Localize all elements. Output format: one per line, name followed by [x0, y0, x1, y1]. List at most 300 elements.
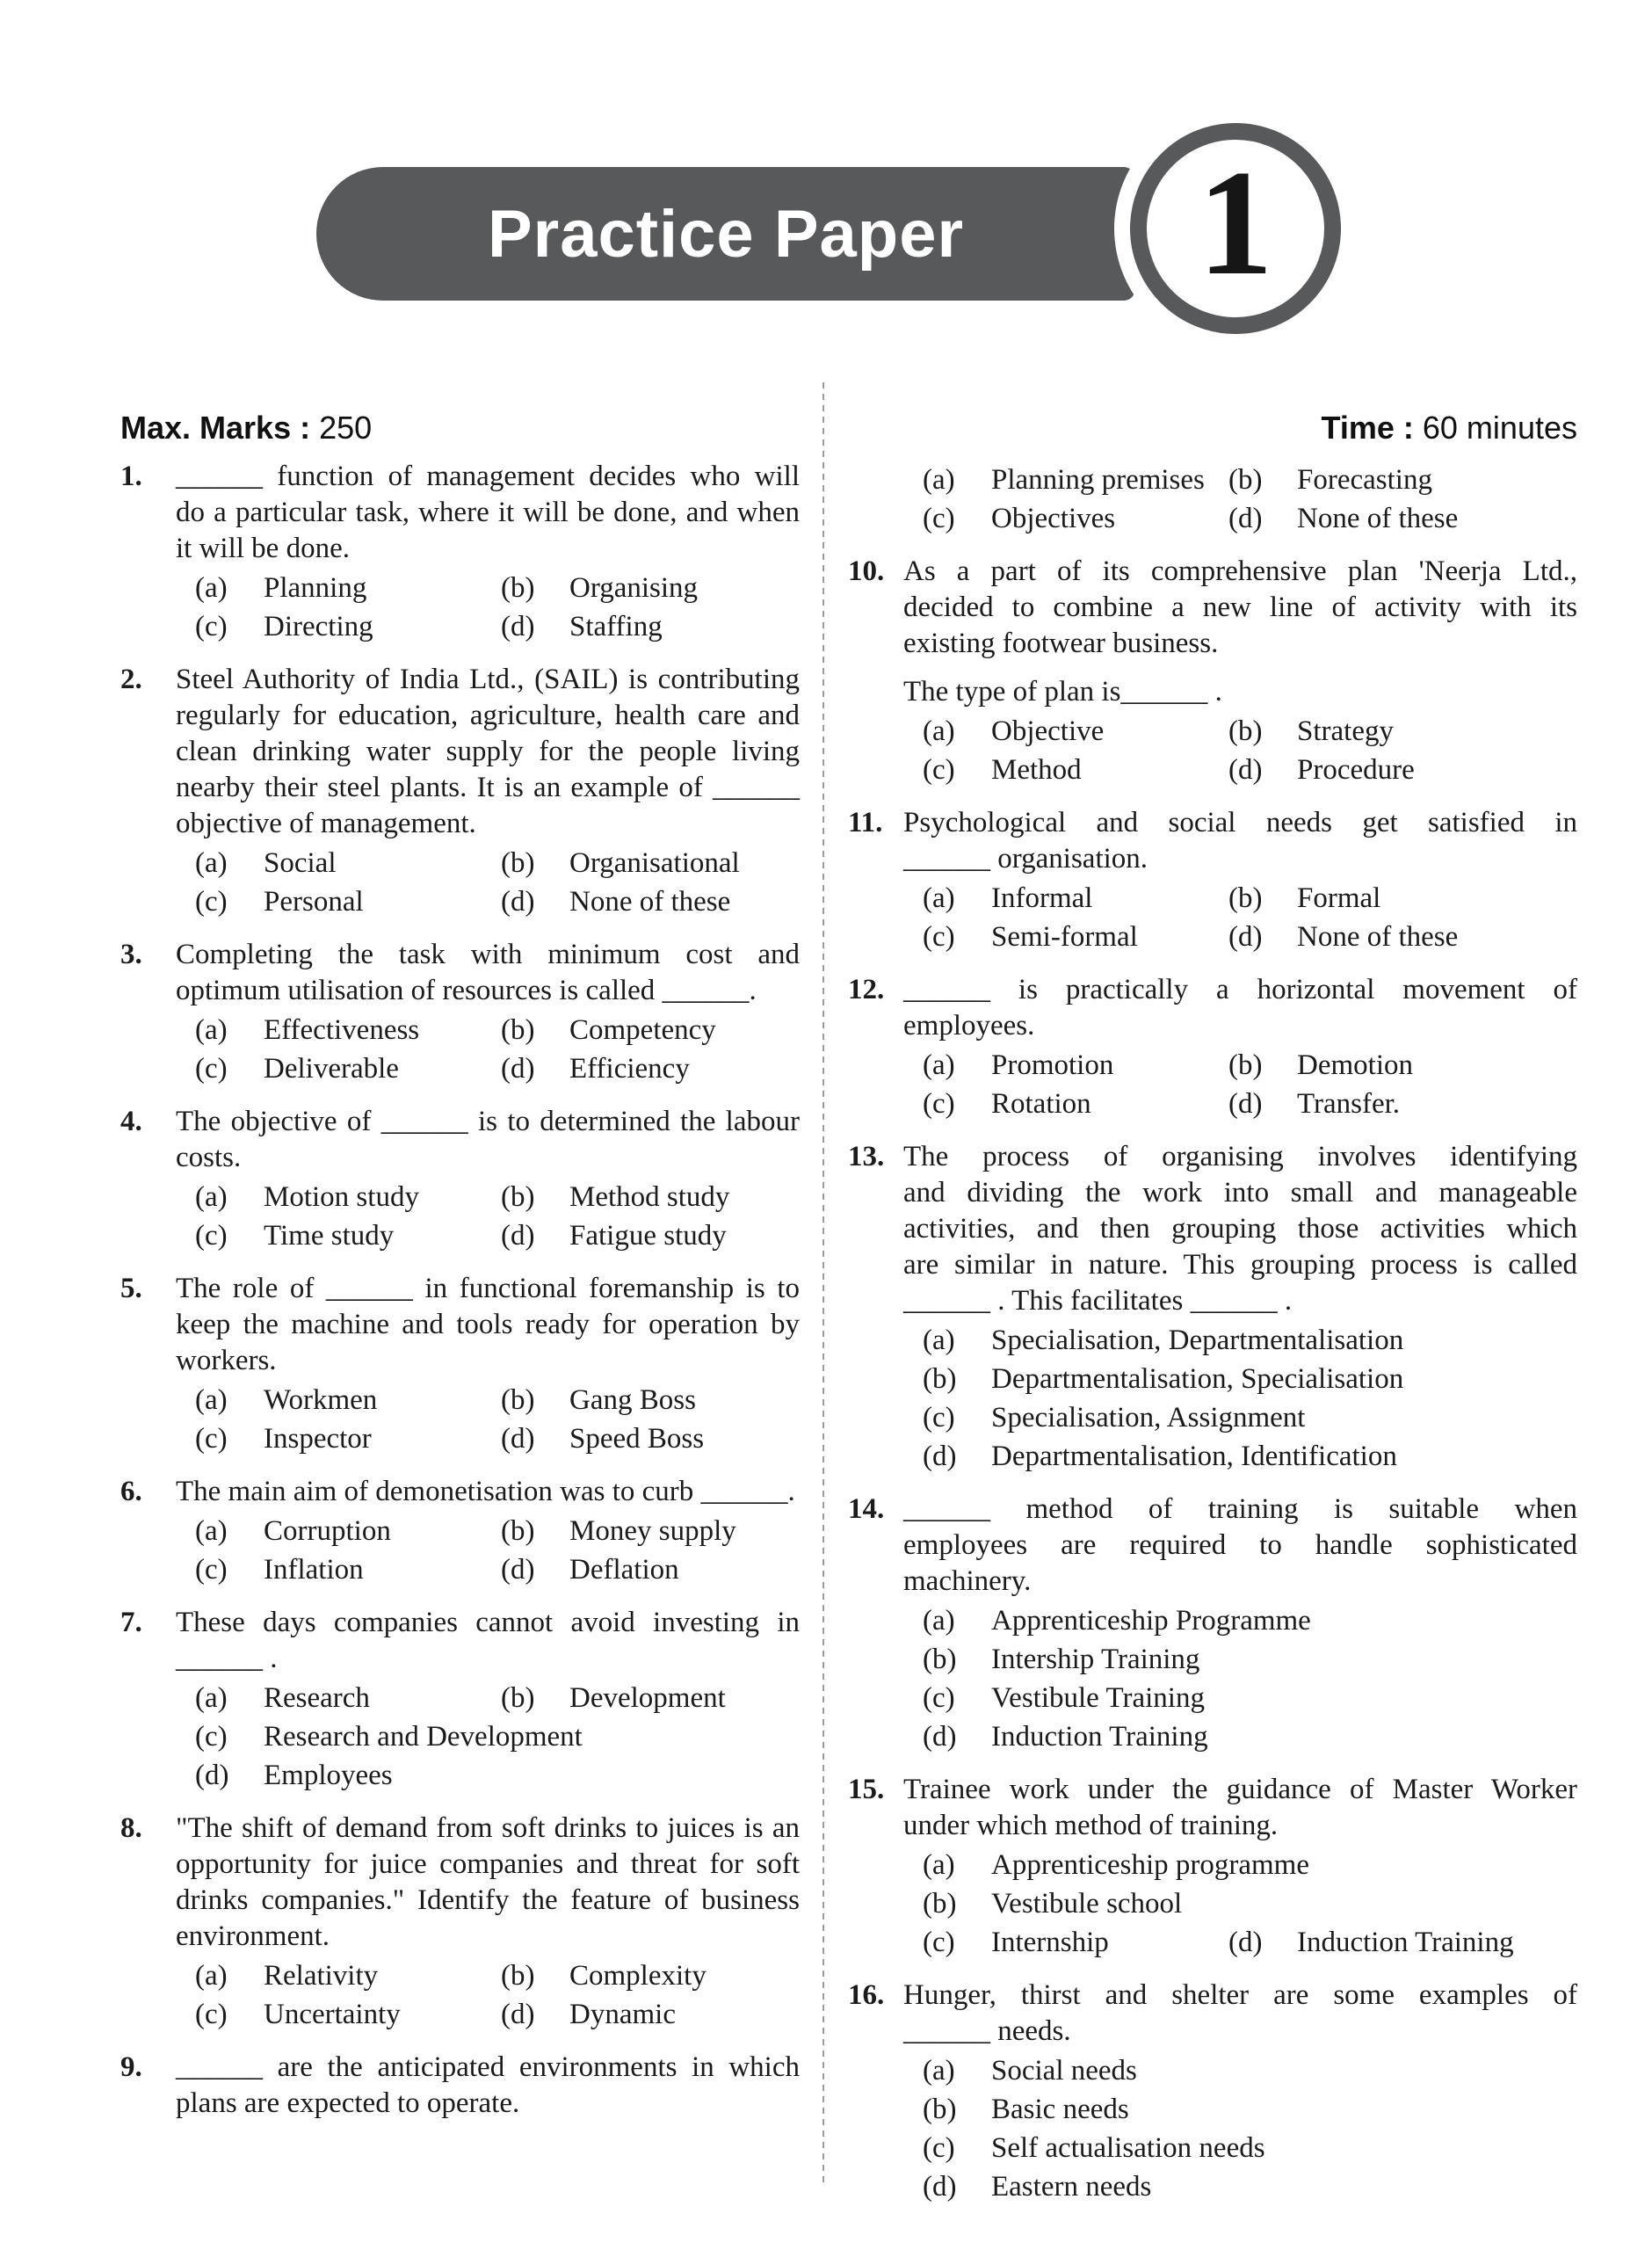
paper-number-badge: [1130, 123, 1341, 334]
question-stem-line: it will be done.: [176, 533, 350, 564]
option-label: (a): [195, 572, 228, 604]
option-label: (d): [501, 1554, 535, 1586]
max-marks-label: Max. Marks :: [120, 410, 311, 446]
question-block: [848, 1978, 1577, 2208]
question-body: [903, 1139, 1577, 1477]
option-text: Deliverable: [264, 1053, 399, 1085]
question-number: 5.: [120, 1273, 142, 1304]
option: [923, 881, 1228, 917]
option-text: Induction Training: [1297, 1927, 1514, 1958]
option-label: (b): [923, 1888, 957, 1920]
question-block: [120, 1271, 800, 1460]
option-row: [923, 501, 1577, 537]
option-row: [195, 1051, 800, 1087]
option: [501, 884, 800, 920]
option: [1228, 919, 1577, 955]
options-list: [903, 881, 1577, 955]
option-text: Uncertainty: [264, 1999, 401, 2030]
option-label: (b): [1228, 464, 1263, 496]
question-number: 8.: [120, 1812, 142, 1844]
option-row: [195, 1552, 800, 1588]
option-label: (c): [195, 1053, 228, 1085]
option-text: Apprenticeship Programme: [991, 1605, 1311, 1637]
option-row: [923, 1642, 1577, 1678]
option: [195, 1758, 800, 1794]
question-stem-line: and dividing the work into small and manageable: [903, 1177, 1577, 1208]
option-label: (b): [501, 1384, 535, 1416]
option-text: Method: [991, 754, 1082, 786]
question-block: [120, 1474, 800, 1591]
question-block: [120, 2050, 800, 2122]
options-list: [176, 1958, 800, 2033]
question-body: [176, 1605, 800, 1796]
option-label: (a): [923, 464, 955, 496]
option: [923, 1439, 1577, 1475]
question-body: [903, 972, 1577, 1125]
option-label: (b): [501, 1960, 535, 1992]
question-stem-line: The main aim of demonetisation was to curb ______.: [176, 1476, 795, 1507]
option-label: (c): [195, 1721, 228, 1753]
question-body: [176, 1474, 800, 1591]
question-stem-line: ______ method of training is suitable when: [903, 1493, 1577, 1525]
question-stem-line: existing footwear business.: [903, 628, 1219, 659]
option: [1228, 1925, 1577, 1961]
option-text: Eastern needs: [991, 2171, 1152, 2203]
option-text: Strategy: [1297, 715, 1394, 747]
option-text: Self actualisation needs: [991, 2132, 1265, 2164]
option-label: (a): [923, 715, 955, 747]
option-text: Specialisation, Departmentalisation: [991, 1325, 1404, 1356]
option: [195, 1012, 501, 1049]
option-label: (c): [195, 611, 228, 642]
question-body: [176, 937, 800, 1090]
option-label: (d): [501, 611, 535, 642]
option-text: Dynamic: [569, 1999, 676, 2030]
option-row: [923, 881, 1577, 917]
option-row: [923, 1361, 1577, 1397]
option: [501, 1513, 800, 1550]
question-stem-line: costs.: [176, 1142, 242, 1173]
option-label: (b): [1228, 882, 1263, 914]
option-row: [923, 2130, 1577, 2167]
option-text: Employees: [264, 1760, 393, 1791]
question-block: [120, 662, 800, 923]
option-label: (d): [1228, 921, 1263, 953]
question-number: 3.: [120, 939, 142, 970]
option: [501, 846, 800, 882]
question-stem-line: Hunger, thirst and shelter are some examples of: [903, 1979, 1577, 2011]
option-label: (b): [501, 1181, 535, 1213]
option: [923, 2053, 1577, 2089]
option-row: [195, 846, 800, 882]
option-label: (a): [195, 1682, 228, 1714]
option-label: (c): [195, 886, 228, 918]
option-label: (a): [195, 1960, 228, 1992]
max-marks: [120, 410, 372, 446]
question-block: [848, 554, 1577, 791]
question-stem-line: decided to combine a new line of activity with its: [903, 592, 1577, 623]
option-label: (d): [1228, 754, 1263, 786]
question-number: [848, 459, 903, 540]
option-row: [195, 1383, 800, 1419]
option-label: (b): [501, 1515, 535, 1547]
option-label: (c): [195, 1554, 228, 1586]
option-row: [195, 1179, 800, 1216]
option: [195, 1179, 501, 1216]
option-text: Informal: [991, 882, 1093, 914]
options-list: [903, 714, 1577, 788]
option-label: (a): [923, 1325, 955, 1356]
option-label: (a): [923, 1849, 955, 1881]
option-text: Promotion: [991, 1049, 1114, 1081]
options-list: [176, 846, 800, 920]
option-text: Rotation: [991, 1088, 1091, 1120]
option: [923, 1719, 1577, 1755]
option-label: (c): [923, 503, 955, 534]
question-stem-line: Completing the task with minimum cost and: [176, 939, 800, 970]
question-stem-line: The process of organising involves identifying: [903, 1141, 1577, 1172]
page-title: Practice Paper: [487, 196, 965, 272]
question-body: [903, 1772, 1577, 1963]
question-number: 10.: [848, 555, 885, 587]
option: [923, 1086, 1228, 1122]
question-body: [176, 662, 800, 923]
option-row: [923, 2092, 1577, 2128]
option: [501, 1051, 800, 1087]
question-stem-line: The role of ______ in functional foremanship is to: [176, 1273, 800, 1304]
question-stem-line: "The shift of demand from soft drinks to juices is an: [176, 1812, 800, 1844]
option-text: Induction Training: [991, 1721, 1208, 1753]
option-row: [195, 1958, 800, 1994]
question-stem-line: These days companies cannot avoid investing in: [176, 1607, 800, 1638]
option-label: (a): [923, 1605, 955, 1637]
question-block: [848, 972, 1577, 1125]
option-label: (c): [195, 1220, 228, 1252]
question-stem-line: ______ needs.: [903, 2015, 1071, 2047]
option-text: None of these: [569, 886, 731, 918]
option-text: Planning premises: [991, 464, 1205, 496]
option: [923, 1323, 1577, 1359]
option-label: (b): [923, 2094, 957, 2125]
option-label: (c): [195, 1423, 228, 1455]
question-stem-line: workers.: [176, 1345, 277, 1376]
option-label: (c): [923, 1402, 955, 1433]
options-list: [176, 1513, 800, 1588]
question-block: [848, 805, 1577, 958]
option-text: Inflation: [264, 1554, 364, 1586]
question-body: [176, 2050, 800, 2122]
question-stem-line: ______ .: [176, 1643, 278, 1674]
option-label: (d): [923, 1721, 957, 1753]
option-label: (d): [501, 1220, 535, 1252]
option: [195, 1421, 501, 1457]
question-columns: [120, 459, 1577, 2222]
option-label: (c): [923, 754, 955, 786]
option-label: (d): [501, 1999, 535, 2030]
option-row: [923, 1323, 1577, 1359]
option-text: Planning: [264, 572, 367, 604]
option-label: (d): [195, 1760, 229, 1791]
option-row: [195, 1680, 800, 1717]
option: [501, 570, 800, 606]
option-row: [195, 1012, 800, 1049]
question-stem-line: do a particular task, where it will be done, and when: [176, 497, 800, 528]
option-row: [195, 570, 800, 606]
question-number: 7.: [120, 1607, 142, 1638]
question-block: [848, 1772, 1577, 1963]
question-block: [848, 1139, 1577, 1477]
options-list: [903, 1323, 1577, 1475]
option-label: (b): [923, 1644, 957, 1675]
option-row: [923, 1086, 1577, 1122]
option-text: Social: [264, 847, 337, 879]
option-label: (c): [923, 2132, 955, 2164]
option: [501, 1179, 800, 1216]
option: [501, 1997, 800, 2033]
option-row: [923, 752, 1577, 788]
option-text: Effectiveness: [264, 1014, 420, 1046]
option-row: [923, 1847, 1577, 1883]
option-text: Motion study: [264, 1181, 419, 1213]
question-body: [176, 459, 800, 648]
options-list: [176, 1179, 800, 1254]
option-text: Research and Development: [264, 1721, 583, 1753]
option: [195, 884, 501, 920]
option-row: [923, 1439, 1577, 1475]
option: [195, 1383, 501, 1419]
options-list: [176, 1383, 800, 1457]
option: [923, 2169, 1577, 2205]
option-text: Departmentalisation, Identification: [991, 1441, 1397, 1472]
options-list: [903, 1847, 1577, 1961]
question-number: 12.: [848, 974, 885, 1005]
option-label: (b): [923, 1363, 957, 1395]
option-label: (c): [195, 1999, 228, 2030]
question-number: 1.: [120, 461, 142, 492]
question-body: [903, 459, 1577, 540]
option-label: (d): [923, 1441, 957, 1472]
option-label: (d): [1228, 1088, 1263, 1120]
option: [1228, 462, 1577, 498]
option-text: Gang Boss: [569, 1384, 696, 1416]
question-stem-line: clean drinking water supply for the people living: [176, 736, 800, 767]
option: [923, 1048, 1228, 1084]
option-row: [195, 1513, 800, 1550]
option-label: (b): [501, 1014, 535, 1046]
right-column: [848, 459, 1577, 2222]
option-text: Organising: [569, 572, 699, 604]
option: [501, 1680, 800, 1717]
option: [923, 501, 1228, 537]
option-row: [923, 462, 1577, 498]
question-stem-line: nearby their steel plants. It is an example of ______: [176, 772, 800, 803]
question-stem-line: The type of plan is______ .: [903, 676, 1222, 708]
option-text: Complexity: [569, 1960, 706, 1992]
option-row: [923, 1719, 1577, 1755]
option-label: (c): [923, 1682, 955, 1714]
option-label: (c): [923, 1927, 955, 1958]
option-text: Formal: [1297, 882, 1381, 914]
option-row: [923, 2169, 1577, 2205]
option-row: [195, 1421, 800, 1457]
option-row: [923, 2053, 1577, 2089]
question-stem-line: Psychological and social needs get satisfied in: [903, 807, 1577, 838]
question-stem-line: ______ function of management decides who will: [176, 461, 800, 492]
option-text: Directing: [264, 611, 373, 642]
option-label: (d): [923, 2171, 957, 2203]
option-label: (b): [501, 1682, 535, 1714]
options-list: [903, 1603, 1577, 1755]
option-text: Method study: [569, 1181, 730, 1213]
question-number: 16.: [848, 1979, 885, 2011]
option-row: [923, 714, 1577, 750]
option-row: [923, 1048, 1577, 1084]
option-row: [195, 1997, 800, 2033]
question-body: [903, 805, 1577, 958]
option-row: [923, 1925, 1577, 1961]
option-text: None of these: [1297, 921, 1459, 953]
options-list: [903, 462, 1577, 537]
option-text: Competency: [569, 1014, 716, 1046]
option-text: Forecasting: [1297, 464, 1432, 496]
option: [923, 1847, 1577, 1883]
option: [195, 1958, 501, 1994]
question-block: [120, 1104, 800, 1257]
question-stem-line: regularly for education, agriculture, health care and: [176, 700, 800, 731]
option-label: (b): [1228, 1049, 1263, 1081]
option-label: (c): [923, 921, 955, 953]
option: [1228, 1086, 1577, 1122]
question-stem-line: drinks companies." Identify the feature of business: [176, 1884, 800, 1916]
option: [923, 1925, 1228, 1961]
option-row: [195, 609, 800, 645]
option-text: Semi-formal: [991, 921, 1138, 953]
option-text: Staffing: [569, 611, 663, 642]
option: [923, 1361, 1577, 1397]
option-text: Personal: [264, 886, 364, 918]
option-label: (d): [501, 1423, 535, 1455]
option-text: Apprenticeship programme: [991, 1849, 1309, 1881]
question-number: 2.: [120, 664, 142, 695]
options-list: [176, 1680, 800, 1794]
option-label: (a): [923, 882, 955, 914]
option-row: [923, 1680, 1577, 1717]
question-block: [848, 1492, 1577, 1758]
option-text: Workmen: [264, 1384, 378, 1416]
option-text: Objectives: [991, 503, 1116, 534]
option-text: Research: [264, 1682, 370, 1714]
option-row: [923, 919, 1577, 955]
question-number: 11.: [848, 807, 883, 838]
question-stem-line: optimum utilisation of resources is called ______.: [176, 975, 757, 1006]
option-text: Basic needs: [991, 2094, 1129, 2125]
question-body: [903, 1492, 1577, 1758]
option: [923, 1400, 1577, 1436]
options-list: [176, 1012, 800, 1087]
question-body: [903, 554, 1577, 791]
option-label: (d): [501, 886, 535, 918]
option-text: Demotion: [1297, 1049, 1413, 1081]
question-stem-line: machinery.: [903, 1565, 1032, 1597]
option-text: None of these: [1297, 503, 1459, 534]
option-label: (a): [195, 1181, 228, 1213]
question-stem-line: are similar in nature. This grouping process is called: [903, 1249, 1577, 1281]
question-block: [120, 937, 800, 1090]
option-row: [923, 1400, 1577, 1436]
option-label: (d): [1228, 1927, 1263, 1958]
question-block: [120, 1605, 800, 1796]
option-label: (a): [195, 1014, 228, 1046]
option-text: Procedure: [1297, 754, 1415, 786]
time-allowed: [1322, 410, 1578, 446]
option-row: [195, 1758, 800, 1794]
options-list: [903, 2053, 1577, 2205]
option: [501, 1421, 800, 1457]
option: [195, 1218, 501, 1254]
option-label: (c): [923, 1088, 955, 1120]
option-label: (a): [195, 1515, 228, 1547]
option-label: (b): [1228, 715, 1263, 747]
question-stem-line: under which method of training.: [903, 1810, 1279, 1841]
option: [923, 1680, 1577, 1717]
question-number: 9.: [120, 2051, 142, 2083]
option-row: [195, 884, 800, 920]
question-stem-line: objective of management.: [176, 808, 476, 839]
question-block: [120, 1811, 800, 2036]
options-list: [903, 1048, 1577, 1122]
time-value: 60 minutes: [1422, 410, 1577, 446]
question-stem-line: activities, and then grouping those activities which: [903, 1213, 1577, 1245]
option-label: (a): [923, 2055, 955, 2087]
question-number: 4.: [120, 1106, 142, 1137]
option-text: Inspector: [264, 1423, 372, 1455]
option: [923, 919, 1228, 955]
option-label: (b): [501, 572, 535, 604]
option-text: Vestibule school: [991, 1888, 1183, 1920]
option-text: Deflation: [569, 1554, 679, 1586]
option: [923, 462, 1228, 498]
option: [195, 1552, 501, 1588]
option: [923, 2092, 1577, 2128]
option: [195, 846, 501, 882]
question-stem-line: opportunity for juice companies and threat for soft: [176, 1848, 800, 1880]
option-text: Time study: [264, 1220, 395, 1252]
question-number: 14.: [848, 1493, 885, 1525]
paper-number: 1: [1198, 140, 1273, 307]
option: [1228, 752, 1577, 788]
option-text: Efficiency: [569, 1053, 690, 1085]
question-body: [176, 1271, 800, 1460]
question-stem-line: Trainee work under the guidance of Master Worker: [903, 1774, 1577, 1805]
option-row: [195, 1719, 800, 1755]
question-body: [176, 1104, 800, 1257]
question-stem-line: plans are expected to operate.: [176, 2087, 520, 2119]
option-text: Speed Boss: [569, 1423, 705, 1455]
option: [1228, 501, 1577, 537]
option-text: Objective: [991, 715, 1105, 747]
question-stem-line: employees are required to handle sophisticated: [903, 1529, 1577, 1561]
option-text: Social needs: [991, 2055, 1137, 2087]
option: [923, 1886, 1577, 1922]
option-text: Organisational: [569, 847, 740, 879]
option-label: (a): [195, 1384, 228, 1416]
option-label: (b): [501, 847, 535, 879]
option-label: (d): [1228, 503, 1263, 534]
option: [501, 1218, 800, 1254]
header-banner: [316, 167, 1135, 301]
option: [501, 1958, 800, 1994]
option: [195, 570, 501, 606]
